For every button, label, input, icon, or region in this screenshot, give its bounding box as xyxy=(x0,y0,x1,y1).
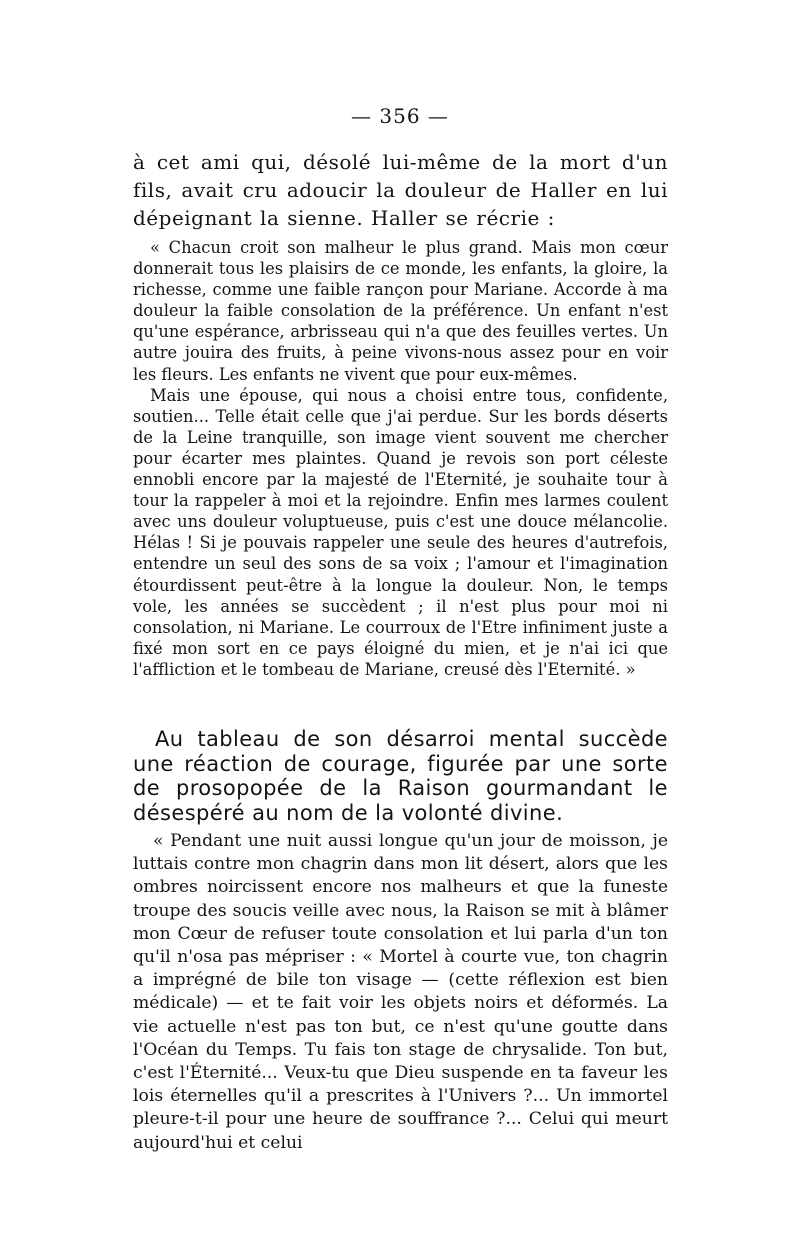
page-number: — 356 — xyxy=(351,104,449,128)
haller-quote-paragraph-1: « Chacun croit son malheur le plus grand. Mais mon cœur donnerait tous les plaisirs de ce monde, les enfants, la gloire, la richesse, comme une faible rançon pour Mariane. Accorde à ma douleur la faible consolation de la préférence. Un enfant n'est qu'une espérance, arbrisseau qui n'a que des feuilles vertes. Un autre jouira des fruits, à peine vivons-nous assez pour en voir les fleurs. Les enfants ne vivent que pour eux-mêmes. xyxy=(133,238,668,384)
intro-text: à cet ami qui, désolé lui-même de la mort d'un fils, avait cru adoucir la douleur de Haller en lui dépeignant la sienne. Haller se récrie : xyxy=(133,150,668,230)
reason-quote xyxy=(133,830,668,1155)
summary-paragraph xyxy=(133,727,668,825)
intro-paragraph xyxy=(133,148,668,232)
reason-quote-text: « Pendant une nuit aussi longue qu'un jour de moisson, je luttais contre mon chagrin dans mon lit désert, alors que les ombres noircissent encore nos malheurs et que la funeste troupe des soucis veille avec nous, la Raison se mit à blâmer mon Cœur de refuser toute consolation et lui parla d'un ton qu'il n'osa pas mépriser : « Mortel à courte vue, ton chagrin a imprégné de bile ton visage — (cette réflexion est bien médicale) — et te fait voir les objets noirs et déformés. La vie actuelle n'est pas ton but, ce n'est qu'une goutte dans l'Océan du Temps. Tu fais ton stage de chrysalide. Ton but, c'est l'Éternité... Veux-tu que Dieu suspende en ta faveur les lois éternelles qu'il a prescrites à l'Univers ?... Un immortel pleure-t-il pour une heure de souffrance ?... Celui qui meurt aujourd'hui et celui xyxy=(133,831,668,1153)
haller-quote-paragraph-2: Mais une épouse, qui nous a choisi entre tous, confidente, soutien... Telle était celle que j'ai perdue. Sur les bords déserts de la Leine tranquille, son image vient souvent me chercher pour écarter mes plaintes. Quand je revois son port céleste ennobli encore par la majesté de l'Eternité, je souhaite tour à tour la rappeler à moi et la rejoindre. Enfin mes larmes coulent avec uns douleur voluptueuse, puis c'est une douce mélancolie. Hélas ! Si je pouvais rappeler une seule des heures d'autrefois, entendre un seul des sons de sa voix ; l'amour et l'imagination étourdissent peut-être à la longue la douleur. Non, le temps vole, les années se succèdent ; il n'est plus pour moi ni consolation, ni Mariane. Le courroux de l'Etre infiniment juste a fixé mon sort en ce pays éloigné du mien, et je n'ai ici que l'affliction et le tombeau de Mariane, creusé dès l'Eternité. » xyxy=(133,385,668,679)
haller-quote xyxy=(133,237,668,680)
summary-text: Au tableau de son désarroi mental succède une réaction de courage, figurée par une sorte de prosopopée de la Raison gourmandant le désespéré au nom de la volonté divine. xyxy=(133,727,668,825)
